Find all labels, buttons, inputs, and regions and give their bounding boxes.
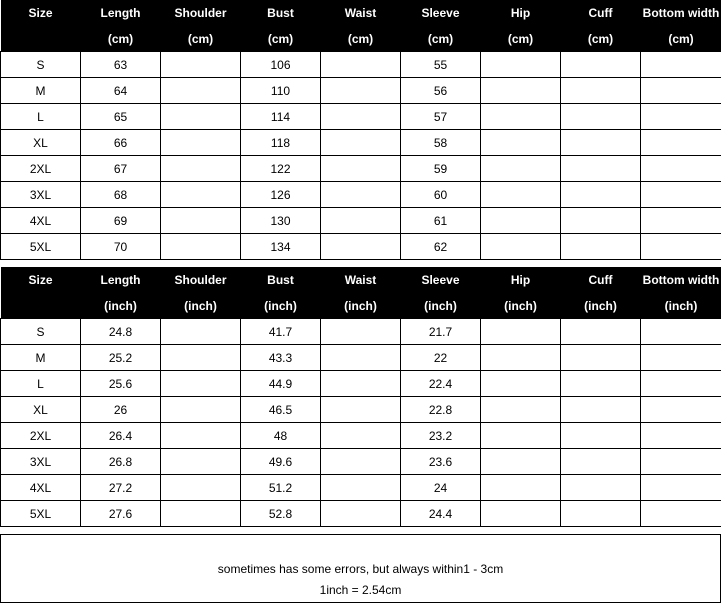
measurement-cell (161, 345, 241, 371)
measurement-cell: 58 (401, 130, 481, 156)
measurement-cell (321, 345, 401, 371)
measurement-cell: 24 (401, 475, 481, 501)
column-header: Size (1, 267, 81, 293)
measurement-cell: 26.8 (81, 449, 161, 475)
measurement-cell (481, 371, 561, 397)
column-header: Waist (321, 0, 401, 26)
unit-row (1, 26, 721, 52)
measurement-cell: 21.7 (401, 319, 481, 345)
measurement-cell (321, 182, 401, 208)
measurement-cell: 134 (241, 234, 321, 260)
measurement-cell: 70 (81, 234, 161, 260)
measurement-cell: 114 (241, 104, 321, 130)
measurement-cell: 66 (81, 130, 161, 156)
column-unit: (inch) (81, 293, 161, 319)
measurement-cell (641, 156, 721, 182)
conversion-note: 1inch = 2.54cm (319, 583, 402, 597)
measurement-cell (641, 208, 721, 234)
header-row (1, 267, 721, 293)
measurement-cell (481, 130, 561, 156)
size-cell: 3XL (1, 449, 81, 475)
measurement-cell: 126 (241, 182, 321, 208)
table-row (1, 501, 721, 527)
measurement-cell (161, 208, 241, 234)
measurement-cell: 25.6 (81, 371, 161, 397)
measurement-cell (481, 156, 561, 182)
measurement-cell: 23.2 (401, 423, 481, 449)
column-unit: (inch) (321, 293, 401, 319)
measurement-cell: 22.8 (401, 397, 481, 423)
table-row (1, 397, 721, 423)
column-unit: (cm) (81, 26, 161, 52)
measurement-cell: 48 (241, 423, 321, 449)
measurement-cell (161, 371, 241, 397)
measurement-cell (321, 319, 401, 345)
measurement-cell (161, 234, 241, 260)
measurement-cell: 69 (81, 208, 161, 234)
measurement-cell (161, 130, 241, 156)
measurement-cell (561, 501, 641, 527)
column-unit: (cm) (561, 26, 641, 52)
column-header: Shoulder (161, 267, 241, 293)
size-cell: XL (1, 130, 81, 156)
table-row (1, 449, 721, 475)
table-row (1, 319, 721, 345)
measurement-cell: 61 (401, 208, 481, 234)
measurement-cell (561, 130, 641, 156)
measurement-cell (641, 449, 721, 475)
size-table-cm (0, 0, 721, 260)
measurement-cell (481, 319, 561, 345)
measurement-cell: 57 (401, 104, 481, 130)
measurement-cell: 27.2 (81, 475, 161, 501)
size-cell: M (1, 78, 81, 104)
column-unit: (inch) (641, 293, 721, 319)
measurement-cell: 65 (81, 104, 161, 130)
measurement-cell (641, 104, 721, 130)
table-row (1, 130, 721, 156)
measurement-cell (481, 182, 561, 208)
measurement-cell: 130 (241, 208, 321, 234)
measurement-cell: 43.3 (241, 345, 321, 371)
measurement-cell (641, 319, 721, 345)
measurement-cell: 24.4 (401, 501, 481, 527)
column-unit: (cm) (481, 26, 561, 52)
size-cell: 5XL (1, 234, 81, 260)
measurement-cell (561, 397, 641, 423)
size-cell: XL (1, 397, 81, 423)
column-unit: (inch) (241, 293, 321, 319)
column-unit: (inch) (401, 293, 481, 319)
measurement-cell (641, 501, 721, 527)
measurement-cell: 23.6 (401, 449, 481, 475)
column-header: Length (81, 0, 161, 26)
measurement-cell (641, 345, 721, 371)
measurement-cell (161, 423, 241, 449)
column-header: Bottom width (641, 0, 721, 26)
measurement-cell (161, 78, 241, 104)
measurement-cell (161, 182, 241, 208)
measurement-cell: 22.4 (401, 371, 481, 397)
measurement-cell (321, 501, 401, 527)
measurement-cell: 27.6 (81, 501, 161, 527)
measurement-cell (161, 52, 241, 78)
measurement-cell (321, 397, 401, 423)
measurement-cell (481, 397, 561, 423)
column-unit: (inch) (161, 293, 241, 319)
measurement-cell: 59 (401, 156, 481, 182)
measurement-cell: 44.9 (241, 371, 321, 397)
measurement-cell (561, 208, 641, 234)
table-row (1, 423, 721, 449)
measurement-cell (321, 234, 401, 260)
measurement-cell (641, 423, 721, 449)
column-header: Bust (241, 0, 321, 26)
unit-row (1, 293, 721, 319)
measurement-cell (561, 52, 641, 78)
tolerance-note: sometimes has some errors, but always within1 - 3cm (217, 562, 504, 576)
measurement-cell: 26.4 (81, 423, 161, 449)
measurement-cell (321, 52, 401, 78)
column-header: Hip (481, 0, 561, 26)
table-row (1, 234, 721, 260)
measurement-cell: 62 (401, 234, 481, 260)
measurement-cell (641, 78, 721, 104)
measurement-cell (561, 423, 641, 449)
table-row (1, 156, 721, 182)
measurement-cell: 52.8 (241, 501, 321, 527)
measurement-cell: 26 (81, 397, 161, 423)
column-unit (1, 26, 81, 52)
measurement-cell (161, 319, 241, 345)
column-header: Cuff (561, 0, 641, 26)
table-row (1, 208, 721, 234)
measurement-cell: 55 (401, 52, 481, 78)
measurement-cell (561, 345, 641, 371)
measurement-cell: 68 (81, 182, 161, 208)
size-cell: S (1, 52, 81, 78)
measurement-cell (321, 475, 401, 501)
measurement-cell: 106 (241, 52, 321, 78)
measurement-cell (561, 449, 641, 475)
measurement-cell (321, 449, 401, 475)
column-header: Waist (321, 267, 401, 293)
table-row (1, 182, 721, 208)
measurement-cell (641, 52, 721, 78)
column-unit: (cm) (641, 26, 721, 52)
measurement-cell (481, 501, 561, 527)
measurement-cell (641, 234, 721, 260)
column-unit: (cm) (321, 26, 401, 52)
table-row (1, 475, 721, 501)
measurement-cell (161, 156, 241, 182)
table-row (1, 345, 721, 371)
size-cell: 2XL (1, 423, 81, 449)
column-header: Cuff (561, 267, 641, 293)
measurement-cell (161, 501, 241, 527)
measurement-cell (481, 423, 561, 449)
table-row (1, 78, 721, 104)
size-table-inch (0, 267, 721, 527)
size-cell: L (1, 371, 81, 397)
column-header: Sleeve (401, 267, 481, 293)
measurement-cell (561, 78, 641, 104)
column-header: Bottom width (641, 267, 721, 293)
measurement-cell: 67 (81, 156, 161, 182)
measurement-cell: 64 (81, 78, 161, 104)
measurement-cell (321, 156, 401, 182)
measurement-cell (161, 475, 241, 501)
measurement-cell: 122 (241, 156, 321, 182)
measurement-cell (161, 397, 241, 423)
footnote-box (0, 534, 721, 603)
column-header: Sleeve (401, 0, 481, 26)
measurement-cell (161, 449, 241, 475)
measurement-cell (481, 234, 561, 260)
measurement-cell: 63 (81, 52, 161, 78)
measurement-cell: 46.5 (241, 397, 321, 423)
table-row (1, 52, 721, 78)
measurement-cell (641, 475, 721, 501)
measurement-cell (561, 182, 641, 208)
measurement-cell: 110 (241, 78, 321, 104)
measurement-cell (481, 449, 561, 475)
measurement-cell (481, 208, 561, 234)
size-cell: 3XL (1, 182, 81, 208)
size-cell: 4XL (1, 208, 81, 234)
measurement-cell (481, 52, 561, 78)
measurement-cell (561, 104, 641, 130)
measurement-cell (481, 475, 561, 501)
size-cell: S (1, 319, 81, 345)
measurement-cell (481, 78, 561, 104)
column-header: Size (1, 0, 81, 26)
measurement-cell (561, 319, 641, 345)
column-unit: (inch) (561, 293, 641, 319)
measurement-cell (321, 371, 401, 397)
table-row (1, 104, 721, 130)
column-header: Length (81, 267, 161, 293)
size-cell: 2XL (1, 156, 81, 182)
measurement-cell (321, 208, 401, 234)
table-body (1, 52, 721, 260)
column-unit: (cm) (401, 26, 481, 52)
table-row (1, 371, 721, 397)
measurement-cell (481, 345, 561, 371)
measurement-cell: 25.2 (81, 345, 161, 371)
measurement-cell (641, 371, 721, 397)
measurement-cell (641, 397, 721, 423)
measurement-cell (561, 475, 641, 501)
size-cell: 4XL (1, 475, 81, 501)
measurement-cell (161, 104, 241, 130)
size-cell: M (1, 345, 81, 371)
measurement-cell (321, 130, 401, 156)
table-body (1, 319, 721, 527)
measurement-cell (641, 182, 721, 208)
measurement-cell (481, 104, 561, 130)
measurement-cell: 41.7 (241, 319, 321, 345)
measurement-cell (561, 156, 641, 182)
size-cell: L (1, 104, 81, 130)
measurement-cell (321, 104, 401, 130)
measurement-cell: 118 (241, 130, 321, 156)
measurement-cell (321, 423, 401, 449)
column-unit: (cm) (241, 26, 321, 52)
measurement-cell: 22 (401, 345, 481, 371)
column-header: Hip (481, 267, 561, 293)
measurement-cell (561, 371, 641, 397)
size-cell: 5XL (1, 501, 81, 527)
column-header: Shoulder (161, 0, 241, 26)
measurement-cell (561, 234, 641, 260)
measurement-cell: 24.8 (81, 319, 161, 345)
measurement-cell (321, 78, 401, 104)
column-unit: (inch) (481, 293, 561, 319)
column-header: Bust (241, 267, 321, 293)
measurement-cell: 51.2 (241, 475, 321, 501)
measurement-cell: 60 (401, 182, 481, 208)
measurement-cell: 56 (401, 78, 481, 104)
column-unit: (cm) (161, 26, 241, 52)
measurement-cell: 49.6 (241, 449, 321, 475)
column-unit (1, 293, 81, 319)
measurement-cell (641, 130, 721, 156)
header-row (1, 0, 721, 26)
